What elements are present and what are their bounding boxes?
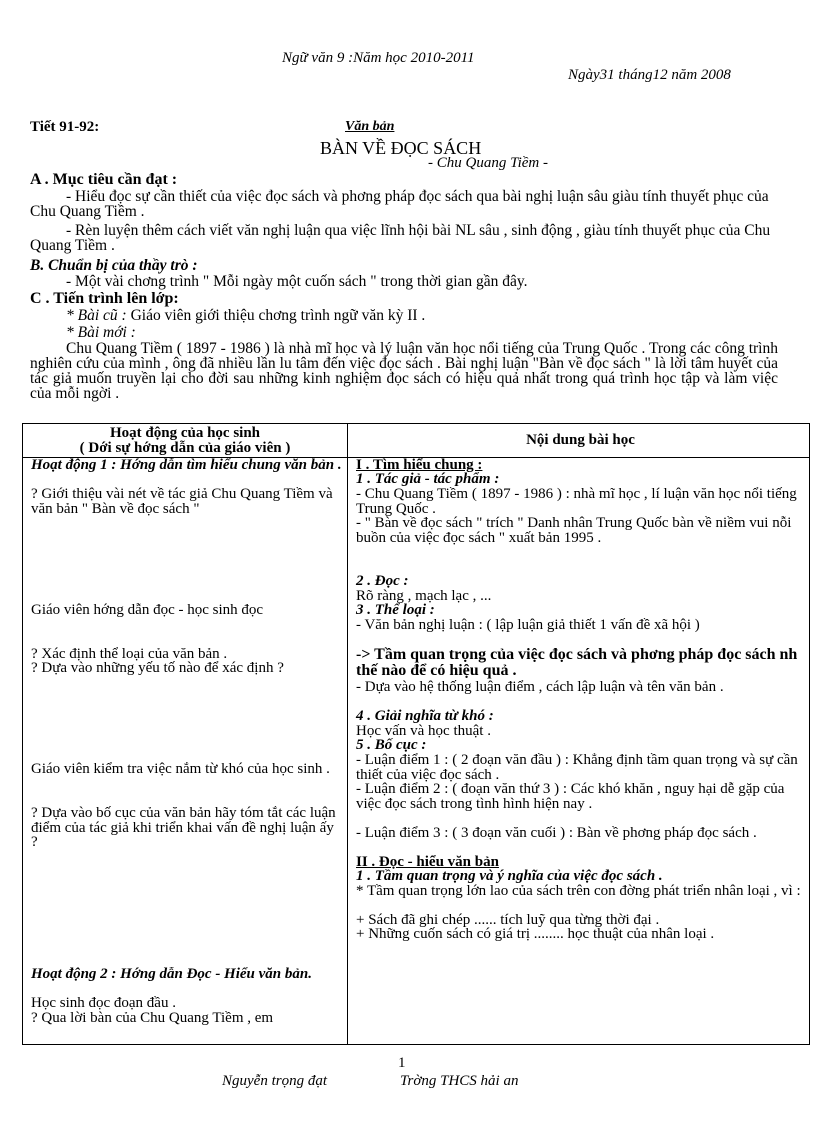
content-1-5: 5 . Bố cục : [356,737,427,753]
header-left-line-2: ( Dới sự hớng dẫn của giáo viên ) [79,439,291,456]
activity-2: Hoạt động 2 : Hớng dẫn Đọc - Hiểu văn bản. [31,966,312,982]
content-1-1a: - Chu Quang Tiềm ( 1897 - 1986 ) : nhà mĩ học , lí luận văn học nổi tiếng Trung Quốc . [356,486,797,517]
content-1-5c: - Luận điểm 3 : ( 3 đoạn văn cuối ) : Bàn về phơng pháp đọc sách . [356,825,757,841]
activity-1: Hoạt động 1 : Hớng dẫn tìm hiểu chung văn bản . [31,457,342,473]
table-row [23,458,810,1045]
question-2: ? Xác định thể loại của văn bản . [31,646,228,662]
table-header-right: Nội dung bài học [348,424,810,458]
footer-school: Trờng THCS hải an [400,1073,519,1089]
table-header-row [23,424,810,458]
header-subject: Ngữ văn 9 :Năm học 2010-2011 [282,50,475,66]
question-5: ? Qua lời bàn của Chu Quang Tiềm , em [31,1010,274,1026]
lesson-title: BÀN VỀ ĐỌC SÁCH [320,138,482,158]
page-number: 1 [398,1055,406,1071]
content-1-5b: - Luận điểm 2 : ( đoạn văn thứ 3 ) : Các khó khăn , nguy hại dễ gặp của việc đọc sách trong tình hình hiện nay . [356,781,785,812]
section-b-item: - Một vài chơng trình " Mỗi ngày một cuốn sách " trong thời gian gần đây. [66,273,528,290]
lesson-author: - Chu Quang Tiềm - [428,155,548,171]
teacher-read-guide: Giáo viên hớng dẫn đọc - học sinh đọc [31,602,264,618]
new-lesson-label: * Bài mới : [66,324,136,341]
table-header-left [23,424,348,458]
content-1-1b: - " Bàn về đọc sách " trích " Danh nhân Trung Quốc bàn về niềm vui nỗi buồn của việc đọc sách " xuất bản 1995 . [356,515,792,546]
content-2-1a: * Tầm quan trọng lớn lao của sách trên con đờng phát triển nhân loại , vì : [356,883,801,899]
question-4: ? Dựa vào bố cục của văn bản hãy tóm tắt các luận điểm của tác giả khi triển khai vấn đề nghị luận ấy ? [31,805,336,850]
content-1-4a: Học vấn và học thuật . [356,723,491,739]
section-a-item-2: - Rèn luyện thêm cách viết văn nghị luận qua việc lĩnh hội bài NL sâu , sinh động , giàu tính thuyết phục của Chu Quang Tiềm . [30,222,771,254]
question-1: ? Giới thiệu vài nét về tác giả Chu Quang Tiềm và văn bản " Bàn về đọc sách " [31,486,333,517]
section-c-heading: C . Tiến trình lên lớp: [30,290,179,307]
section-c-intro: Chu Quang Tiềm ( 1897 - 1986 ) là nhà mĩ học và lý luận văn học nổi tiếng của Trung Quốc . Trong các công trình nghiên cứu của mình , ông đã nhiều lần lu tâm đến việc đọc sách . Bài nghị luận "Bàn về đọc sách " là lời tâm huyết của tác giả muốn truyền lại cho đời sau những kinh nghiệm đọc sách có hiệu quả nhất trong quá trình học tập và làm việc của mỗi ngời . [30,340,778,402]
content-1-4: 4 . Giải nghĩa từ khó : [356,708,494,724]
content-2-1c: + Những cuốn sách có giá trị ........ học thuật của nhân loại . [356,926,715,942]
lesson-genre: Văn bản [345,119,395,134]
content-2-1b: + Sách đã ghi chép ...... tích luỹ qua từng thời đại . [356,912,660,928]
lesson-period: Tiết 91-92: [30,119,100,135]
header-left-line-1: Hoạt động của học sinh [109,425,261,441]
lesson-table [22,423,810,1045]
content-1-2a: Rõ ràng , mạch lạc , ... [356,588,492,604]
content-1-2: 2 . Đọc : [356,573,409,589]
content-2-1: 1 . Tầm quan trọng và ý nghĩa của việc đọc sách . [356,868,663,884]
section-a-item-1: - Hiểu đọc sự cần thiết của việc đọc sách và phơng pháp đọc sách qua bài nghị luận sâu giàu tính thuyết phục của Chu Quang Tiềm . [30,188,769,220]
content-cell [348,458,810,1045]
content-section-1: I . Tìm hiểu chung : [356,457,483,473]
header-date: Ngày31 tháng12 năm 2008 [568,67,731,83]
content-1-3a: - Văn bản nghị luận : ( lập luận giả thiết 1 vấn đề xã hội ) [356,617,700,633]
footer-author: Nguyễn trọng đạt [222,1073,327,1089]
old-lesson-label: * Bài cũ : [66,307,127,324]
content-1-3b: -> Tầm quan trọng của việc đọc sách và phơng pháp đọc sách nh thế nào để có hiệu quả . [356,646,798,679]
content-1-1: 1 . Tác giả - tác phẩm : [356,471,500,487]
activities-cell [23,458,348,1045]
section-b-heading: B. Chuẩn bị của thầy trò : [30,257,198,274]
old-lesson-text: Giáo viên giới thiệu chơng trình ngữ văn kỳ II . [130,307,426,324]
section-a-heading: A . Mục tiêu cần đạt : [30,171,178,188]
teacher-check: Giáo viên kiểm tra việc nắm từ khó của học sinh . [31,761,330,777]
content-section-2: II . Đọc - hiểu văn bản [356,854,499,870]
content-1-3: 3 . Thể loại : [356,602,435,618]
section-c-old [66,307,425,325]
student-read: Học sinh đọc đoạn đầu . [31,995,176,1011]
content-1-5a: - Luận điểm 1 : ( 2 đoạn văn đầu ) : Khẳng định tầm quan trọng và sự cần thiết của việc đọc sách . [356,752,798,783]
content-1-3c: - Dựa vào hệ thống luận điểm , cách lập luận và tên văn bản . [356,679,724,695]
question-3: ? Dựa vào những yếu tố nào để xác định ? [31,660,284,676]
